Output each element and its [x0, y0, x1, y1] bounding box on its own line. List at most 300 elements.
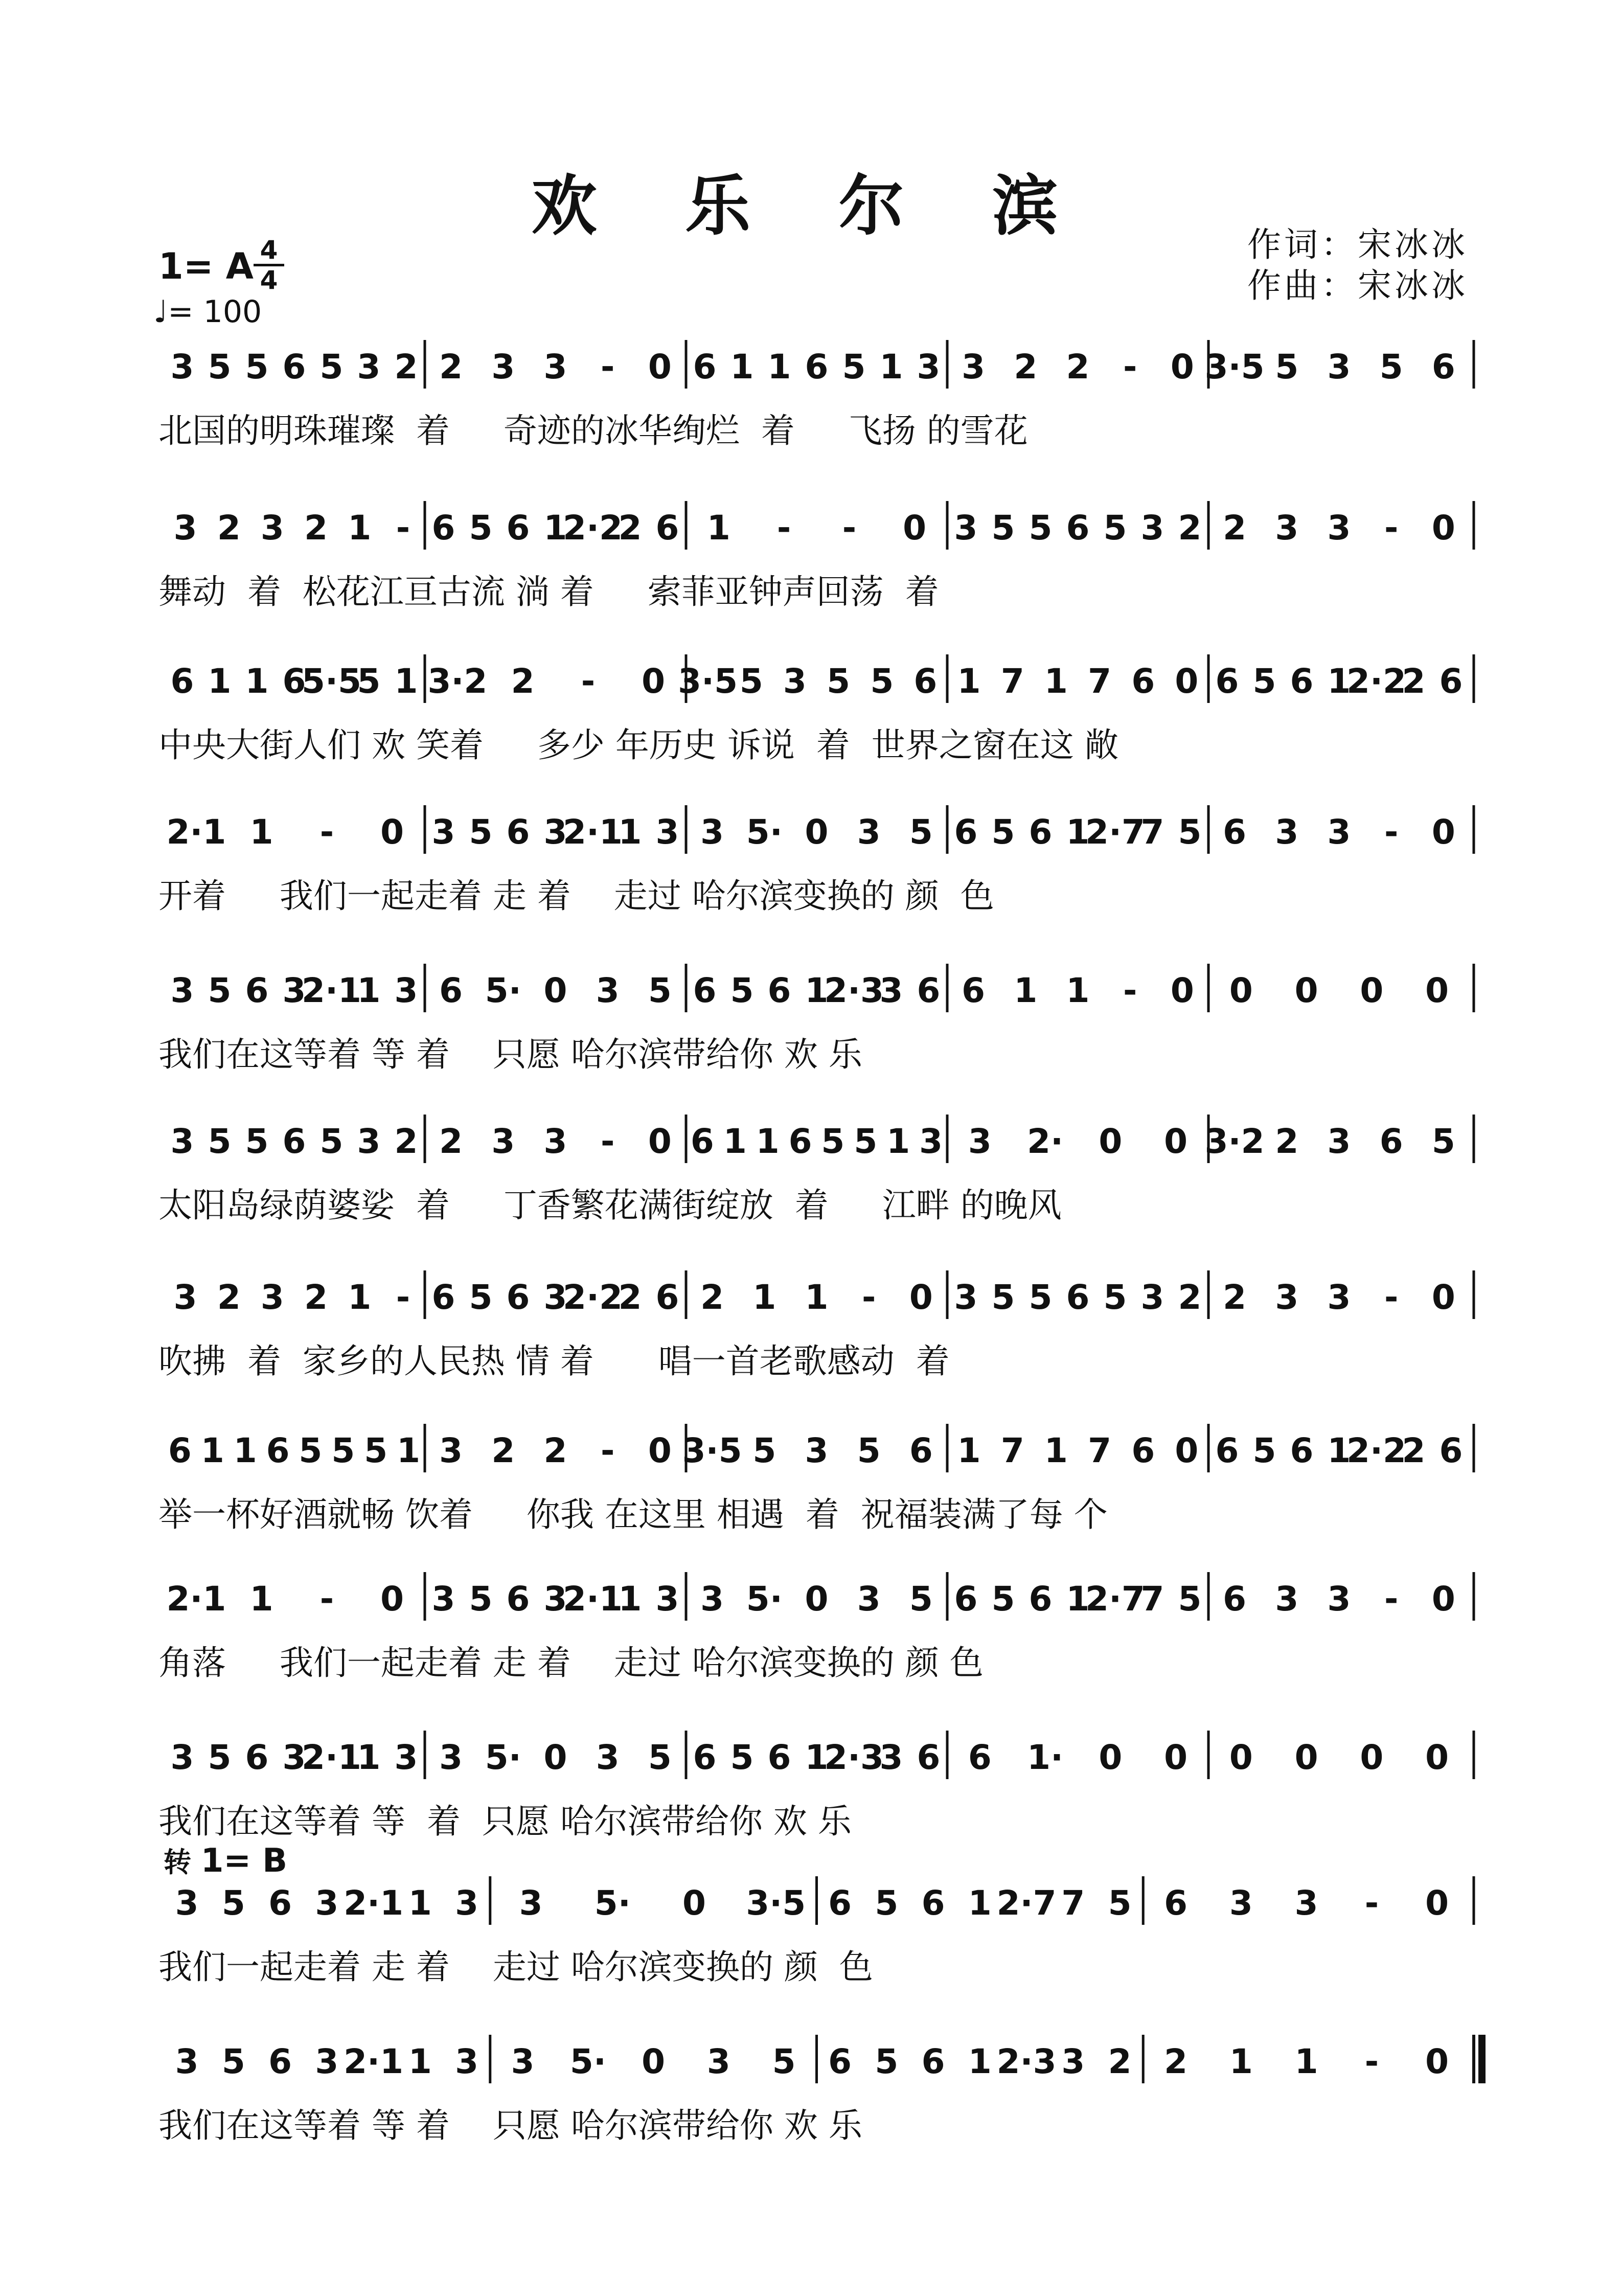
note: 6	[690, 1122, 714, 1161]
note: 3	[173, 1278, 197, 1317]
note: -	[600, 1122, 615, 1161]
note: 3	[954, 508, 978, 548]
note: 1	[805, 971, 829, 1010]
note: 5	[319, 1122, 344, 1161]
note: 7	[1000, 662, 1024, 701]
notation-system	[158, 1424, 1474, 1534]
note: 6	[1029, 812, 1053, 852]
note: 3	[857, 1579, 881, 1619]
note: 5	[752, 1431, 776, 1470]
note: 0	[1294, 1738, 1318, 1777]
note: -	[842, 508, 857, 548]
note: -	[1364, 2042, 1379, 2081]
note: 3	[394, 1738, 418, 1777]
note: 1	[767, 347, 791, 387]
note: 2·7	[1085, 1579, 1145, 1619]
notation-system	[158, 805, 1474, 916]
note: 6	[268, 1883, 292, 1923]
note: 2	[543, 1431, 567, 1470]
note: 6	[767, 971, 791, 1010]
note: 2	[700, 1278, 724, 1317]
note: 3	[260, 508, 284, 548]
note: 1	[233, 1431, 257, 1470]
note: 5	[1178, 1579, 1202, 1619]
note: 6	[655, 508, 679, 548]
note: 5	[857, 1431, 881, 1470]
note: 3	[700, 812, 724, 852]
note: 6	[506, 1278, 530, 1317]
note: 0	[1099, 1738, 1123, 1777]
note: 2	[439, 347, 463, 387]
note: 1	[1294, 2042, 1318, 2081]
note: 0	[1425, 971, 1449, 1010]
note: 5	[909, 1579, 933, 1619]
note: 2·1	[302, 971, 361, 1010]
note: 3	[919, 1122, 943, 1161]
note: 1	[723, 1122, 747, 1161]
note: 5	[469, 1278, 493, 1317]
note: -	[581, 662, 596, 701]
lyrics-line: 太阳岛绿荫婆娑 着 丁香繁花满街绽放 着 江畔 的晚风	[158, 1186, 1062, 1225]
note: 3	[491, 347, 515, 387]
lyrics-line: 北国的明珠璀璨 着 奇迹的冰华绚烂 着 飞扬 的雪花	[158, 411, 1028, 450]
note: 3	[455, 1883, 479, 1923]
note: 3	[357, 347, 381, 387]
note: 2	[439, 1122, 463, 1161]
note: 0	[1360, 971, 1384, 1010]
notation-system	[158, 1115, 1474, 1225]
note: -	[776, 508, 791, 548]
note: 0	[1425, 2042, 1449, 2081]
notation-system	[158, 1270, 1474, 1381]
note: 2	[1108, 2042, 1132, 2081]
note: 6	[439, 971, 463, 1010]
note: 3	[170, 1122, 194, 1161]
note: 5	[1178, 812, 1202, 852]
note: 1	[1014, 971, 1038, 1010]
note: 6	[693, 347, 717, 387]
note: 3	[170, 971, 194, 1010]
note: 1	[706, 508, 730, 548]
note: 3	[1327, 347, 1351, 387]
note: 5	[208, 1738, 232, 1777]
note: 2·2	[1346, 662, 1406, 701]
note: 5	[875, 1883, 899, 1923]
note: 6	[1439, 1431, 1463, 1470]
note: 1	[957, 662, 981, 701]
note: 5	[1029, 1278, 1053, 1317]
note: 6	[954, 1579, 978, 1619]
notation-system	[158, 654, 1474, 765]
notation-system	[158, 340, 1474, 450]
note: 3	[439, 1738, 463, 1777]
note: 0	[642, 662, 666, 701]
notation-system	[158, 501, 1474, 611]
note: 3	[1229, 1883, 1253, 1923]
note: 3	[954, 1278, 978, 1317]
note: 3	[394, 971, 418, 1010]
lyrics-line: 开着 我们一起走着 走 着 走过 哈尔滨变换的 颜 色	[158, 876, 994, 916]
note: 3	[917, 347, 941, 387]
note: -	[1384, 508, 1399, 548]
note: 6	[282, 347, 306, 387]
note: 5	[245, 1122, 269, 1161]
note: 1	[249, 812, 273, 852]
note: 1	[805, 1278, 829, 1317]
note: 0	[380, 812, 404, 852]
note: 5	[875, 2042, 899, 2081]
note: 3	[519, 1883, 543, 1923]
note: 2	[1014, 347, 1038, 387]
note: 5	[331, 1431, 355, 1470]
note: 6	[655, 1278, 679, 1317]
note: 3	[1140, 508, 1164, 548]
note: -	[1384, 812, 1399, 852]
note: 5	[221, 2042, 245, 2081]
note: 6	[431, 1278, 455, 1317]
lyrics-line: 吹拂 着 家乡的人民热 情 着 唱一首老歌感动 着	[158, 1342, 950, 1381]
note: 0	[1425, 1738, 1449, 1777]
lyrics-line: 角落 我们一起走着 走 着 走过 哈尔滨变换的 颜 色	[158, 1643, 984, 1683]
note: 5·5	[302, 662, 361, 701]
note: 6	[1066, 1278, 1090, 1317]
key-change-key: 1= B	[200, 1842, 288, 1880]
note: 3	[543, 1122, 567, 1161]
note: 6	[767, 1738, 791, 1777]
note: 0	[1431, 508, 1455, 548]
note: 6	[245, 971, 269, 1010]
note: 3	[879, 1738, 903, 1777]
note: 3	[491, 1122, 515, 1161]
note: 6	[954, 812, 978, 852]
note: 0	[1099, 1122, 1123, 1161]
note: 1	[1229, 2042, 1253, 2081]
note: 0	[805, 812, 829, 852]
note: 3	[175, 2042, 199, 2081]
lyrics-line: 我们在这等着 等 着 只愿 哈尔滨带给你 欢 乐	[158, 1035, 862, 1074]
note: 0	[1294, 971, 1318, 1010]
note: 3	[543, 347, 567, 387]
note: 1	[730, 347, 754, 387]
note: 2	[394, 1122, 418, 1161]
note: 1	[618, 1579, 642, 1619]
lyrics-line: 举一杯好酒就畅 饮着 你我 在这里 相遇 着 祝福装满了每 个	[158, 1495, 1108, 1534]
note: 5	[1108, 1883, 1132, 1923]
note: 2	[217, 1278, 241, 1317]
note: 2·2	[563, 1278, 623, 1317]
tempo-marking: ♩= 100	[153, 294, 262, 330]
note: 0	[909, 1278, 933, 1317]
note: 3	[170, 1738, 194, 1777]
note: 0	[1164, 1122, 1188, 1161]
note: 3	[596, 971, 620, 1010]
note: 6	[805, 347, 829, 387]
note: 5·	[485, 1738, 521, 1777]
note: 3	[439, 1431, 463, 1470]
note: 0	[380, 1579, 404, 1619]
lyrics-line: 我们在这等着 等 着 只愿 哈尔滨带给你 欢 乐	[158, 2106, 862, 2145]
note: 3·5	[1204, 347, 1265, 387]
note: 2·1	[166, 1579, 226, 1619]
note: 6	[788, 1122, 812, 1161]
note: -	[600, 347, 615, 387]
note: 6	[266, 1431, 290, 1470]
note: 5	[854, 1122, 878, 1161]
lyrics-line: 我们在这等着 等 着 只愿 哈尔滨带给你 欢 乐	[158, 1802, 852, 1841]
composer-credit: 作曲：宋冰冰	[1247, 266, 1468, 305]
note: -	[1123, 971, 1137, 1010]
note: 2·7	[1085, 812, 1145, 852]
note: 3	[315, 2042, 339, 2081]
note: 5	[1103, 508, 1127, 548]
note: 3	[1327, 508, 1351, 548]
note: 3	[543, 812, 567, 852]
note: 5	[730, 1738, 754, 1777]
note: 1	[245, 662, 269, 701]
note: -	[396, 508, 410, 548]
note: 1	[408, 2042, 432, 2081]
note: 7	[1140, 1579, 1164, 1619]
note: 6	[968, 1738, 992, 1777]
note: 3	[282, 1738, 306, 1777]
note: 6	[170, 662, 194, 701]
note: 6	[962, 971, 986, 1010]
note: 1	[886, 1122, 910, 1161]
note: 3	[282, 971, 306, 1010]
note: 6	[693, 971, 717, 1010]
note: -	[1364, 1883, 1379, 1923]
note: 5	[730, 971, 754, 1010]
note: 6	[506, 1579, 530, 1619]
note: 6	[917, 1738, 941, 1777]
note: 2	[217, 508, 241, 548]
note: 6	[506, 812, 530, 852]
note: 0	[648, 1122, 672, 1161]
note: 3	[1327, 1122, 1351, 1161]
note: 2·7	[996, 1883, 1057, 1923]
note: 0	[1175, 1431, 1199, 1470]
note: 1·	[1027, 1738, 1064, 1777]
notation-system	[158, 964, 1474, 1074]
note: 3	[431, 812, 455, 852]
note: 0	[642, 2042, 666, 2081]
note: 5	[208, 971, 232, 1010]
note: 3	[1275, 508, 1299, 548]
note: 0	[1431, 812, 1455, 852]
note: 0	[805, 1579, 829, 1619]
note: 5	[469, 508, 493, 548]
note: 7	[1140, 812, 1164, 852]
note: 5·	[746, 1579, 783, 1619]
key-signature: 1= A	[158, 245, 254, 287]
note: 6	[693, 1738, 717, 1777]
note: 2·1	[166, 812, 226, 852]
note: 1	[348, 508, 372, 548]
note: 6	[1223, 1579, 1247, 1619]
note: 6	[1164, 1883, 1188, 1923]
notation-system	[158, 1731, 1474, 1841]
note: 5·	[746, 812, 783, 852]
note: 3	[700, 1579, 724, 1619]
note: 3	[968, 1122, 992, 1161]
note: 1	[357, 971, 381, 1010]
note: 2·1	[563, 812, 623, 852]
note: 2·2	[563, 508, 623, 548]
note: 1	[1066, 1579, 1090, 1619]
note: 3	[1275, 1579, 1299, 1619]
lyrics-line: 中央大街人们 欢 笑着 多少 年历史 诉说 着 世界之窗在这 敞	[158, 725, 1118, 765]
note: 3·2	[427, 662, 488, 701]
note: 1	[397, 1431, 421, 1470]
note: 0	[1431, 1579, 1455, 1619]
note: 5	[1431, 1122, 1455, 1161]
note: 3	[1061, 2042, 1085, 2081]
note: 1	[200, 1431, 224, 1470]
note: 5·	[569, 2042, 606, 2081]
note: 0	[1170, 971, 1194, 1010]
note: 2·2	[1346, 1431, 1406, 1470]
note: 1	[879, 347, 903, 387]
note: 2·3	[996, 2042, 1057, 2081]
note: 5	[245, 347, 269, 387]
note: 3	[857, 812, 881, 852]
note: 3·5	[682, 1431, 742, 1470]
note: 1	[1066, 971, 1090, 1010]
note: 2	[1066, 347, 1090, 387]
note: 3	[170, 347, 194, 387]
note: 6	[1379, 1122, 1403, 1161]
note: 2	[304, 508, 328, 548]
note: 6	[1215, 662, 1239, 701]
note: 5	[991, 1579, 1015, 1619]
note: 6	[1223, 812, 1247, 852]
note: 7	[1061, 1883, 1085, 1923]
note: 1	[408, 1883, 432, 1923]
note: 6	[245, 1738, 269, 1777]
note: 5	[208, 1122, 232, 1161]
note: 5	[772, 2042, 796, 2081]
note: 7	[1000, 1431, 1024, 1470]
lyrics-line: 我们一起走着 走 着 走过 哈尔滨变换的 颜 色	[158, 1947, 873, 1987]
note: 1	[756, 1122, 780, 1161]
note: 2	[1178, 1278, 1202, 1317]
note: 2·3	[824, 1738, 884, 1777]
notation-system	[158, 2035, 1482, 2145]
note: 3·5	[746, 1883, 806, 1923]
time-signature-bottom: 4	[260, 265, 278, 295]
note: 0	[648, 347, 672, 387]
note: 3	[1327, 1579, 1351, 1619]
note: 5	[739, 662, 763, 701]
note: 5	[991, 812, 1015, 852]
note: 6	[1131, 662, 1155, 701]
note: 1	[1327, 1431, 1351, 1470]
note: 0	[682, 1883, 706, 1923]
note: 6	[1066, 508, 1090, 548]
note: 5	[299, 1431, 323, 1470]
note: 5	[648, 971, 672, 1010]
lyricist-credit: 作词：宋冰冰	[1247, 225, 1468, 264]
note: 1	[249, 1579, 273, 1619]
note: -	[600, 1431, 615, 1470]
note: 5	[870, 662, 894, 701]
note: 5	[1379, 347, 1403, 387]
note: 1	[394, 662, 418, 701]
note: 3	[962, 347, 986, 387]
note: 5	[648, 1738, 672, 1777]
note: 1	[618, 812, 642, 852]
note: 6	[921, 2042, 945, 2081]
note: 0	[543, 971, 567, 1010]
note: 2	[1402, 662, 1426, 701]
note: 5·	[485, 971, 521, 1010]
note: 2	[1223, 508, 1247, 548]
note: 3	[431, 1579, 455, 1619]
note: 2	[1402, 1431, 1426, 1470]
notation-system	[158, 1876, 1474, 1987]
note: 6	[168, 1431, 192, 1470]
note: 5	[909, 812, 933, 852]
note: 2·1	[344, 2042, 404, 2081]
note: 2·1	[563, 1579, 623, 1619]
note: 1	[348, 1278, 372, 1317]
note: 3	[511, 2042, 535, 2081]
note: 5	[991, 508, 1015, 548]
note: 3	[260, 1278, 284, 1317]
note: 1	[1044, 1431, 1068, 1470]
note: 5	[991, 1278, 1015, 1317]
note: -	[319, 1579, 334, 1619]
note: 6	[1131, 1431, 1155, 1470]
note: 6	[282, 1122, 306, 1161]
note: -	[1384, 1278, 1399, 1317]
note: 2	[1223, 1278, 1247, 1317]
note: 2·3	[824, 971, 884, 1010]
note: 2	[1164, 2042, 1188, 2081]
time-signature-top: 4	[260, 235, 278, 265]
note: 5	[364, 1431, 388, 1470]
note: 3	[1275, 1278, 1299, 1317]
note: 1	[805, 1738, 829, 1777]
note: 3	[1327, 1278, 1351, 1317]
note: 2	[511, 662, 535, 701]
note: 5	[1275, 347, 1299, 387]
note: 3	[455, 2042, 479, 2081]
note: 5	[1103, 1278, 1127, 1317]
note: 5	[357, 662, 381, 701]
note: 5	[842, 347, 866, 387]
note: 6	[506, 508, 530, 548]
note: 6	[1439, 662, 1463, 701]
note: 3	[783, 662, 807, 701]
note: -	[861, 1278, 876, 1317]
note: 1	[968, 1883, 992, 1923]
note: 3	[655, 1579, 679, 1619]
note: 3	[543, 1579, 567, 1619]
note: 6	[431, 508, 455, 548]
note: 2	[618, 508, 642, 548]
note: 5	[1252, 662, 1276, 701]
note: 6	[1290, 662, 1314, 701]
note: 0	[1229, 1738, 1253, 1777]
note: 6	[921, 1883, 945, 1923]
note: 2	[1178, 508, 1202, 548]
note: 0	[1229, 971, 1253, 1010]
note: 1	[357, 1738, 381, 1777]
note: 7	[1088, 1431, 1112, 1470]
note: 2	[618, 1278, 642, 1317]
note: 2	[304, 1278, 328, 1317]
